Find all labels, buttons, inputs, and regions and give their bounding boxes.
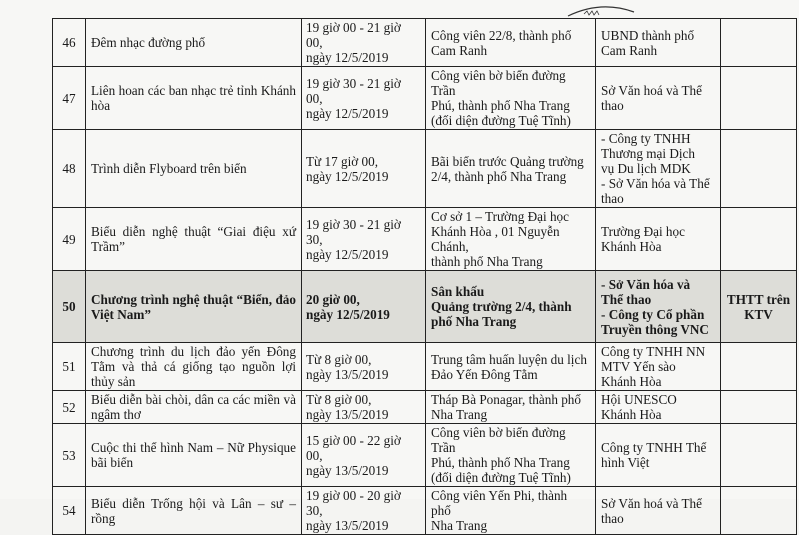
organizer-cell	[596, 208, 721, 271]
place-cell	[426, 19, 596, 67]
time-cell-line: ngày 12/5/2019	[306, 246, 389, 262]
organizer-cell-line: Cam Ranh	[601, 42, 658, 58]
place-cell	[426, 424, 596, 487]
note-cell	[721, 424, 797, 487]
row-number: 51	[53, 343, 86, 391]
program-cell: Biểu diễn bài chòi, dân ca các miền và ngâm thơ	[86, 391, 302, 424]
time-cell	[302, 67, 426, 130]
time-cell-line: 20 giờ 00,	[306, 291, 360, 307]
place-cell-line: Công viên Yến Phi, thành phố	[431, 488, 568, 518]
row-number: 54	[53, 487, 86, 535]
organizer-cell-line: Thương mại Dịch	[601, 146, 695, 161]
place-cell-line: 2/4, thành phố Nha Trang	[431, 168, 567, 184]
time-cell-line: ngày 12/5/2019	[306, 50, 389, 65]
place-cell-line: Tháp Bà Ponagar, thành phố	[431, 392, 581, 407]
note-cell	[721, 130, 797, 208]
organizer-cell-line: thao	[601, 510, 624, 526]
event-schedule-table	[52, 18, 797, 535]
note-cell: THTT trên KTV	[721, 271, 797, 343]
place-cell-line: Trung tâm huấn luyện du lịch	[431, 351, 587, 367]
time-cell-line: ngày 13/5/2019	[306, 518, 389, 533]
row-number: 49	[53, 208, 86, 271]
table-row	[53, 487, 797, 535]
note-cell	[721, 19, 797, 67]
table-row	[53, 424, 797, 487]
place-cell-line: Phú, thành phố Nha Trang	[431, 98, 570, 113]
place-cell-line: Cam Ranh	[431, 42, 488, 58]
program-cell: Trình diễn Flyboard trên biển	[86, 130, 302, 208]
place-cell-line: Sân khấu	[431, 284, 485, 299]
organizer-cell-line: Khánh Hòa	[601, 407, 662, 422]
row-number: 46	[53, 19, 86, 67]
time-cell-line: 19 giờ 00 - 21 giờ 00,	[306, 20, 401, 50]
row-number: 52	[53, 391, 86, 424]
place-cell-line: Phú, thành phố Nha Trang	[431, 455, 570, 470]
organizer-cell	[596, 271, 721, 343]
table-row	[53, 343, 797, 391]
place-cell-line: Công viên 22/8, thành phố	[431, 27, 572, 43]
row-number: 47	[53, 67, 86, 130]
organizer-cell	[596, 391, 721, 424]
time-cell	[302, 391, 426, 424]
table-row	[53, 391, 797, 424]
organizer-cell	[596, 19, 721, 67]
organizer-cell-line: Truyền thông VNC	[601, 321, 709, 337]
place-cell-line: Công viên bờ biển đường Trần	[431, 425, 566, 455]
place-cell-line: Bãi biển trước Quảng trường	[431, 153, 584, 169]
time-cell	[302, 19, 426, 67]
time-cell-line: ngày 13/5/2019	[306, 407, 389, 422]
organizer-cell-line: Khánh Hòa	[601, 374, 662, 389]
organizer-cell	[596, 424, 721, 487]
organizer-cell-line: thao	[601, 98, 624, 113]
note-cell	[721, 487, 797, 535]
time-cell-line: Từ 8 giờ 00,	[306, 392, 372, 407]
organizer-cell-line: UBND thành phố	[601, 27, 695, 43]
time-cell-line: 15 giờ 00 - 22 giờ 00,	[306, 432, 401, 463]
organizer-cell-line: - Công ty TNHH	[601, 131, 691, 146]
time-cell	[302, 271, 426, 343]
time-cell	[302, 130, 426, 208]
organizer-cell-line: Hội UNESCO	[601, 392, 677, 407]
organizer-cell-line: Trường Đại học	[601, 224, 685, 239]
time-cell	[302, 424, 426, 487]
organizer-cell	[596, 343, 721, 391]
time-cell-line: Từ 8 giờ 00,	[306, 351, 372, 367]
table-row	[53, 19, 797, 67]
place-cell-line: Nha Trang	[431, 518, 488, 533]
organizer-cell-line: thao	[601, 191, 624, 206]
place-cell-line: (đối diện đường Tuệ Tĩnh)	[431, 470, 571, 485]
place-cell	[426, 487, 596, 535]
program-cell: Cuộc thi thể hình Nam – Nữ Physique bãi biển	[86, 424, 302, 487]
place-cell	[426, 67, 596, 130]
table-row	[53, 208, 797, 271]
table-row	[53, 130, 797, 208]
place-cell-line: Quảng trường 2/4, thành	[431, 299, 572, 314]
place-cell-line: thành phố Nha Trang	[431, 254, 543, 269]
program-cell: Biểu diễn nghệ thuật “Giai điệu xứ Trầm”	[86, 208, 302, 271]
place-cell	[426, 271, 596, 343]
place-cell-line: Khánh Hòa , 01 Nguyễn Chánh,	[431, 224, 560, 254]
time-cell	[302, 343, 426, 391]
organizer-cell	[596, 130, 721, 208]
row-number: 50	[53, 271, 86, 343]
place-cell-line: Cơ sở 1 – Trường Đại học	[431, 209, 569, 224]
note-cell	[721, 343, 797, 391]
note-cell	[721, 208, 797, 271]
program-cell: Biểu diễn Trống hội và Lân – sư – rồng	[86, 487, 302, 535]
place-cell	[426, 391, 596, 424]
time-cell-line: 19 giờ 30 - 21 giờ 30,	[306, 216, 401, 247]
program-cell: Đêm nhạc đường phố	[86, 19, 302, 67]
place-cell-line: Đảo Yến Đông Tằm	[431, 366, 538, 382]
organizer-cell-line: MTV Yến sào	[601, 359, 676, 374]
organizer-cell-line: Thể thao	[601, 291, 652, 307]
time-cell-line: ngày 13/5/2019	[306, 366, 389, 382]
organizer-cell	[596, 487, 721, 535]
program-cell: Chương trình nghệ thuật “Biển, đảo Việt Nam”	[86, 271, 302, 343]
organizer-cell-line: hình Việt	[601, 455, 650, 470]
time-cell-line: 19 giờ 30 - 21 giờ 00,	[306, 75, 401, 106]
organizer-cell-line: Công ty TNHH Thể	[601, 440, 707, 455]
time-cell-line: ngày 13/5/2019	[306, 462, 389, 478]
note-cell	[721, 67, 797, 130]
time-cell	[302, 208, 426, 271]
place-cell	[426, 343, 596, 391]
place-cell-line: Công viên bờ biển đường Trần	[431, 68, 566, 98]
organizer-cell-line: Công ty TNHH NN	[601, 344, 706, 359]
organizer-cell-line: vụ Du lịch MDK	[601, 161, 691, 176]
program-cell: Liên hoan các ban nhạc trẻ tỉnh Khánh hòa	[86, 67, 302, 130]
place-cell	[426, 208, 596, 271]
organizer-cell-line: - Sở Văn hóa và Thể	[601, 176, 710, 191]
place-cell-line: Nha Trang	[431, 407, 488, 422]
time-cell-line: Từ 17 giờ 00,	[306, 153, 378, 169]
place-cell-line: phố Nha Trang	[431, 314, 517, 329]
row-number: 48	[53, 130, 86, 208]
table-row	[53, 67, 797, 130]
place-cell	[426, 130, 596, 208]
time-cell-line: ngày 12/5/2019	[306, 105, 389, 121]
time-cell	[302, 487, 426, 535]
table-row	[53, 271, 797, 343]
organizer-cell	[596, 67, 721, 130]
organizer-cell-line: - Công ty Cổ phần	[601, 306, 705, 322]
time-cell-line: ngày 12/5/2019	[306, 168, 389, 184]
organizer-cell-line: Sở Văn hoá và Thể	[601, 495, 702, 511]
program-cell: Chương trình du lịch đảo yến Đông Tằm và thả cá giống tạo nguồn lợi thủy sản	[86, 343, 302, 391]
time-cell-line: ngày 12/5/2019	[306, 306, 390, 322]
place-cell-line: (đối diện đường Tuệ Tĩnh)	[431, 113, 571, 128]
note-cell	[721, 391, 797, 424]
time-cell-line: 19 giờ 00 - 20 giờ 30,	[306, 488, 401, 518]
organizer-cell-line: Sở Văn hoá và Thể	[601, 83, 702, 98]
organizer-cell-line: Khánh Hòa	[601, 239, 662, 254]
organizer-cell-line: - Sở Văn hóa và	[601, 276, 691, 292]
row-number: 53	[53, 424, 86, 487]
